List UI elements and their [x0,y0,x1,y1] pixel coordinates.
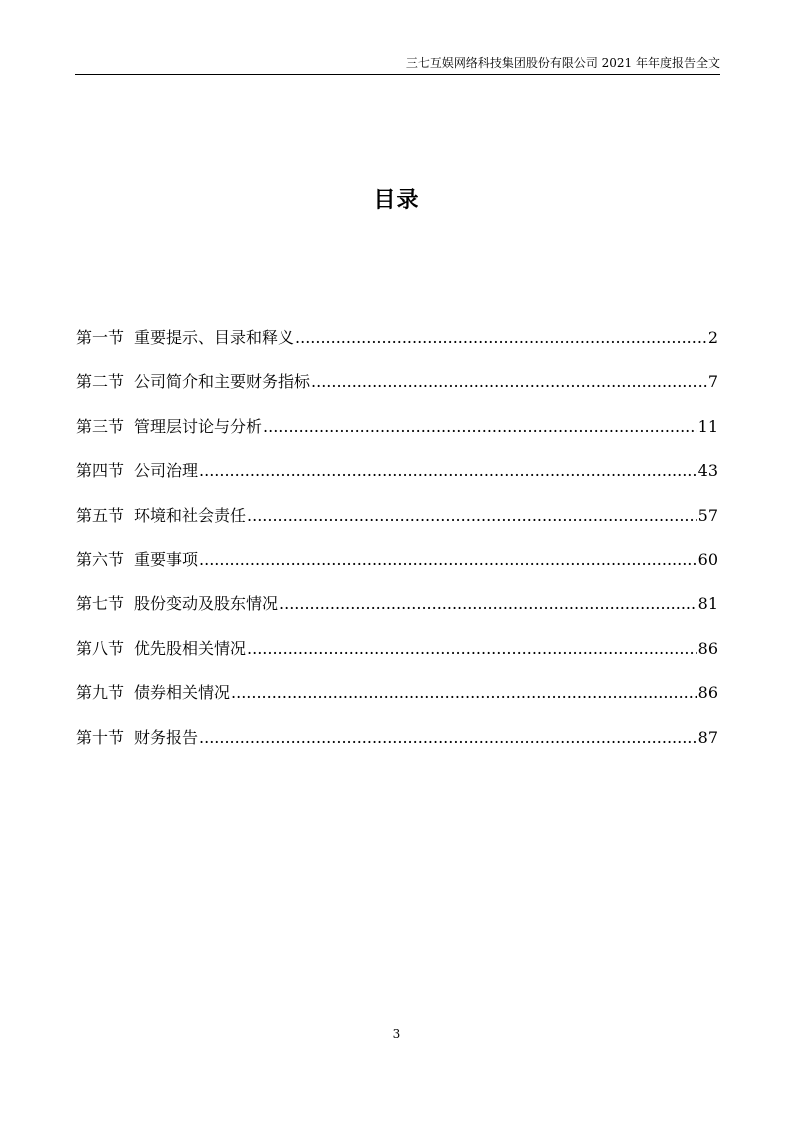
toc-entry[interactable] [76,458,718,502]
toc-dot-leader [279,591,697,617]
toc-section-number: 第一节 [76,328,125,347]
toc-section-title: 优先股相关情况 [134,638,247,658]
toc-page-number: 2 [707,328,718,347]
toc-section-number: 第五节 [76,505,125,525]
toc-dot-leader [247,503,697,529]
toc-entry[interactable] [76,547,718,591]
toc-dot-leader [199,458,697,484]
toc-entry[interactable] [76,636,718,680]
toc-entry[interactable] [76,369,718,413]
header-text: 三七互娱网络科技集团股份有限公司 2021 年年度报告全文 [405,56,720,70]
toc-page-number: 60 [697,549,718,569]
toc-page-number: 43 [697,461,718,481]
toc-section-title: 公司简介和主要财务指标 [134,372,311,392]
toc-page-number: 57 [697,505,718,525]
toc-page-number: 86 [697,683,718,703]
toc-section-number: 第四节 [76,461,125,481]
toc-dot-leader [263,414,697,440]
toc-section-title: 环境和社会责任 [134,505,247,525]
toc-section-number: 第七节 [76,594,125,614]
toc-entry[interactable] [76,325,718,369]
toc-page-number: 81 [697,594,718,614]
toc-entry[interactable] [76,591,718,635]
footer-page-number: 3 [392,1027,401,1041]
toc-entry[interactable] [76,503,718,547]
toc-dot-leader [247,636,697,662]
toc-entry[interactable] [76,725,718,769]
toc-section-number: 第三节 [76,416,125,436]
toc-page-number: 86 [697,638,718,658]
toc-dot-leader [311,369,707,395]
toc-section-number: 第六节 [76,549,125,569]
toc-section-number: 第十节 [76,727,125,747]
toc-section-number: 第八节 [76,638,125,658]
toc-section-number: 第九节 [76,683,125,703]
toc-section-title: 股份变动及股东情况 [134,594,279,614]
toc-section-title: 管理层讨论与分析 [134,416,263,436]
toc-page-number: 87 [697,727,718,747]
toc-page-number: 7 [707,372,718,392]
toc-section-title: 重要事项 [134,549,199,569]
toc-section-title: 财务报告 [134,727,199,747]
toc-section-title: 债券相关情况 [134,683,231,703]
toc-dot-leader [199,547,697,573]
toc-section-title: 公司治理 [134,461,199,481]
toc-page-number: 11 [697,416,718,436]
page-title: 目录 [373,188,420,213]
table-of-contents [76,325,718,769]
toc-section-number: 第二节 [76,372,125,392]
toc-dot-leader [295,325,707,351]
toc-entry[interactable] [76,680,718,724]
toc-dot-leader [231,680,697,706]
page-header [75,56,720,75]
toc-dot-leader [199,725,697,751]
toc-entry[interactable] [76,414,718,458]
toc-section-title: 重要提示、目录和释义 [134,328,295,347]
